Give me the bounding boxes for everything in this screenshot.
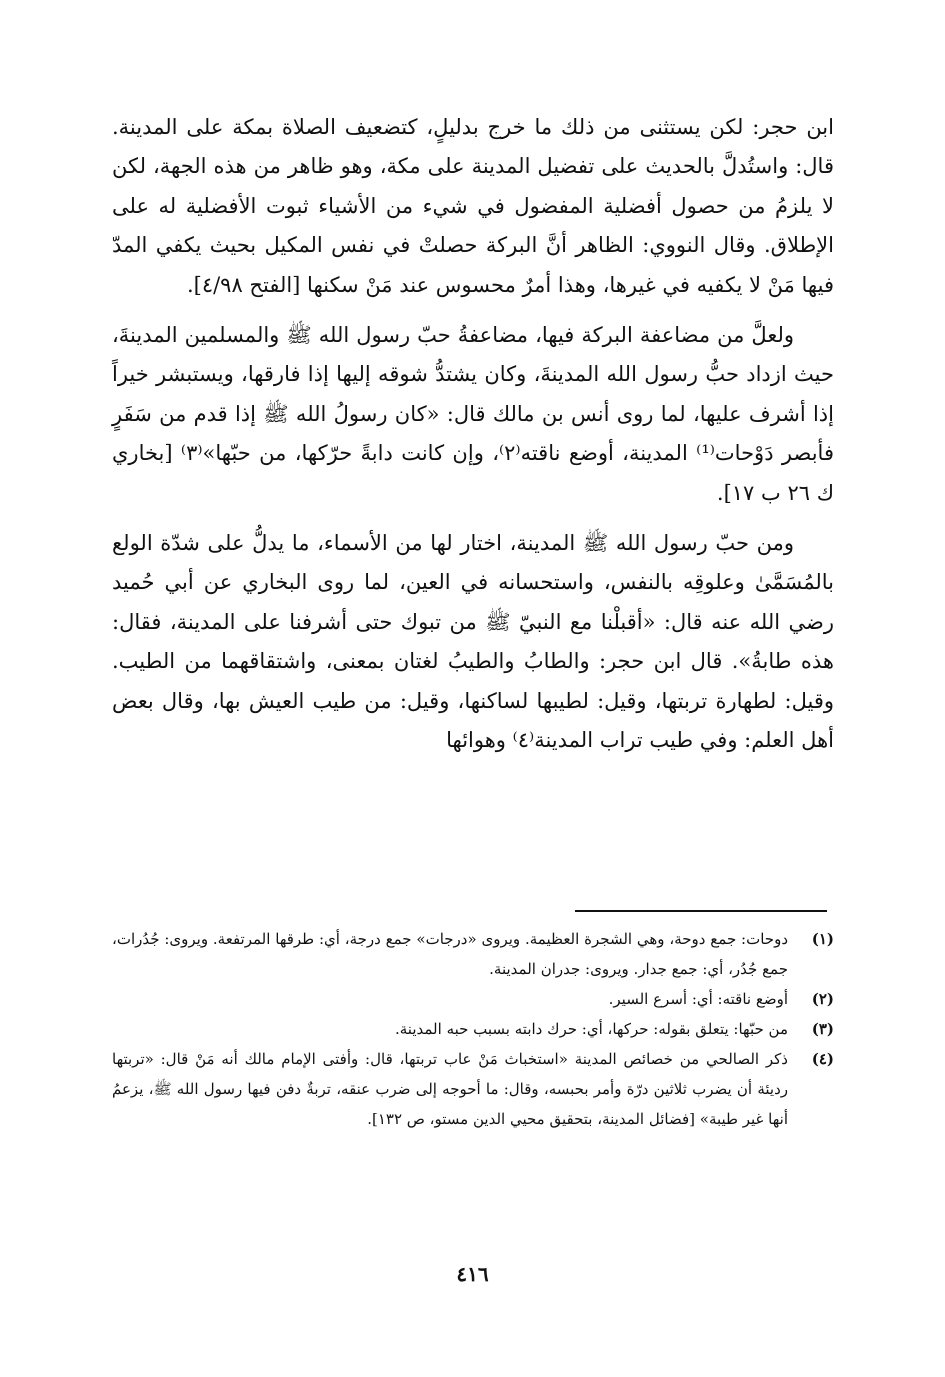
footnote-number: (٢) xyxy=(811,990,834,1008)
footnotes xyxy=(112,924,834,1134)
paragraph: ومن حبّ رسول الله ﷺ المدينة، اختار لها من الأسماء، ما يدلُّ على شدّة الولع بالمُسَمَّىٰ وعلوقِه بالنفس، واستحسانه في العين، لما روى البخاري عن أبي حُميد رضي الله عنه قال: «أقبلْنا مع النبيّ ﷺ من تبوك حتى أشرفنا على المدينة، فقال: هذه طابةُ». قال ابن حجر: والطابُ والطيبُ لغتان بمعنى، واشتقاقهما من الطيب. وقيل: لطهارة تربتها، وقيل: لطيبها لساكنها، وقيل: من طيب العيش بها، وقال بعض أهل العلم: وفي طيب تراب المدينة⁽٤⁾ وهوائها xyxy=(112,531,834,753)
footnote xyxy=(112,924,834,984)
footnote-text: أوضع ناقته: أي: أسرع السير. xyxy=(608,990,788,1008)
paragraph: ابن حجر: لكن يستثنى من ذلك ما خرج بدليلٍ، كتضعيف الصلاة بمكة على المدينة. قال: واستُدلَّ بالحديث على تفضيل المدينة على مكة، وهو ظاهر من هذه الجهة، لكن لا يلزمُ من حصول أفضلية المفضول في شيء من الأشياء ثبوت الأفضلية له على الإطلاق. وقال النووي: الظاهر أنَّ البركة حصلتْ في نفس المكيل بحيث يكفي المدّ فيها مَنْ لا يكفيه في غيرها، وهذا أمرٌ محسوس عند مَنْ سكنها [الفتح ٤/٩٨]. xyxy=(112,115,834,297)
footnote xyxy=(112,984,834,1014)
footnote-number: (١) xyxy=(811,930,834,948)
footnote-separator xyxy=(575,910,827,912)
main-text xyxy=(112,108,834,772)
paragraph: ولعلَّ من مضاعفة البركة فيها، مضاعفةُ حبّ رسول الله ﷺ والمسلمين المدينةَ، حيث ازداد حبُّ رسول الله المدينةَ، وكان يشتدُّ شوقه إليها إذا فارقها، ويستبشر خيراً إذا أشرف عليها، لما روى أنس بن مالك قال: «كان رسولُ الله ﷺ إذا قدم من سَفَرٍ فأبصر دَوْحات⁽¹⁾ المدينة، أوضع ناقته⁽٢⁾، وإن كانت دابةً حرّكها، من حبّها»⁽٣⁾ [بخاري ك ٢٦ ب ١٧]. xyxy=(112,323,834,505)
page-number: ٤١٦ xyxy=(456,1262,489,1286)
footnote xyxy=(112,1014,834,1044)
footnote-number: (٤) xyxy=(811,1050,834,1068)
footnote-text: ذكر الصالحي من خصائص المدينة «استخباث مَنْ عاب تربتها، قال: وأفتى الإمام مالك أنه مَنْ قال: «تربتها رديئة أن يضرب ثلاثين درّة وأمر بحبسه، وقال: ما أحوجه إلى ضرب عنقه، تربةٌ دفن فيها رسول الله ﷺ، يزعمُ أنها غير طيبة» [فضائل المدينة، بتحقيق محيي الدين مستو، ص ١٣٢]. xyxy=(112,1050,788,1128)
footnote xyxy=(112,1044,834,1134)
footnote-number: (٣) xyxy=(811,1020,834,1038)
footnote-text: من حبّها: يتعلق بقوله: حركها، أي: حرك دابته بسبب حبه المدينة. xyxy=(395,1020,788,1038)
footnote-text: دوحات: جمع دوحة، وهي الشجرة العظيمة. ويروى «درجات» جمع درجة، أي: طرقها المرتفعة. ويروى: جُدُرات، جمع جُدُر، أي: جمع جدار. ويروى: جدران المدينة. xyxy=(112,930,788,978)
